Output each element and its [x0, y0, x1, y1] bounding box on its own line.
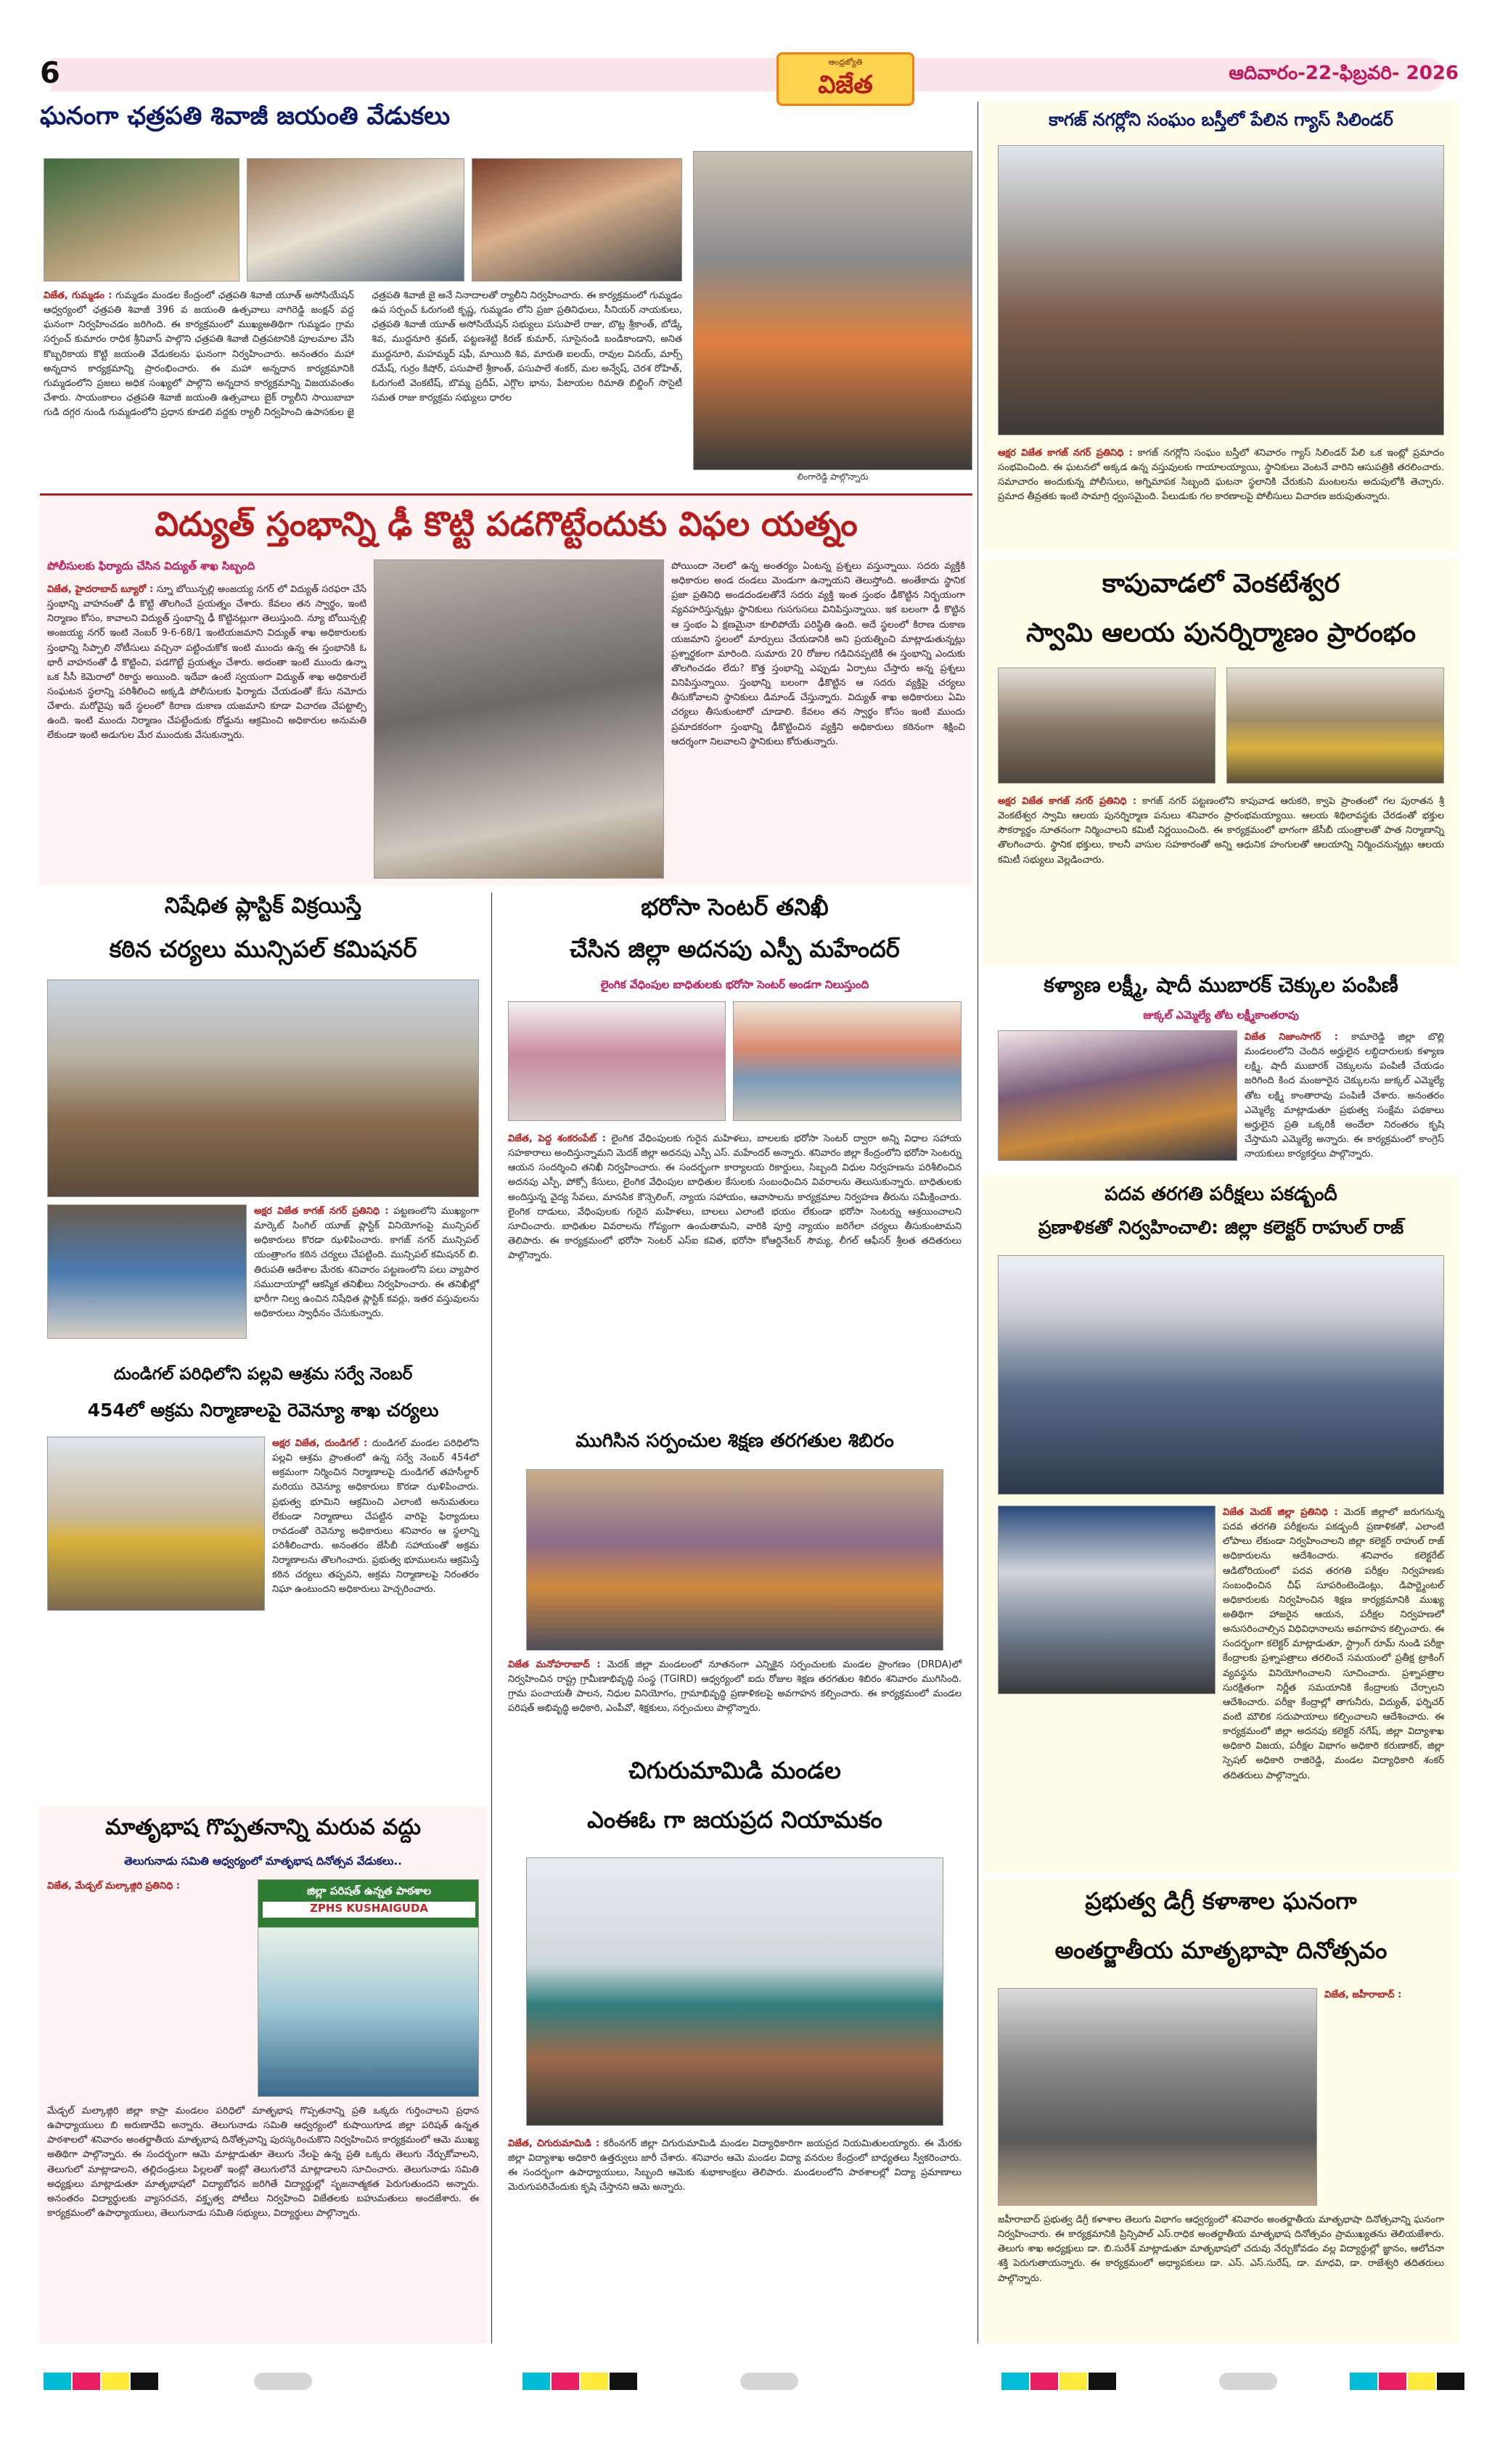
swatch [552, 2373, 579, 2390]
photo-temple-demolition-2 [1226, 668, 1444, 784]
story-body [998, 794, 1444, 958]
photo-celebration-3 [472, 158, 682, 282]
masthead [0, 0, 1500, 99]
story-exams [983, 1175, 1459, 1872]
page-number: 6 [40, 57, 60, 90]
story-text: కాగజ్ నగర్ పట్టణంలోని కాపువాడ ఆరుకరి, క్వాపె ప్రాంతంలో గల పురాతన శ్రీ వెంకటేశ్వర స్వామి ఆలయ పునర్నిర్మాణ పనులు శనివారం ప్రారంభమయ్యాయి. ఆలయ శిథిలావస్థకు చేరడంతో భక్తుల సౌకర్యార్థం నూతనంగా నిర్మించాలని కమిటీ నిర్ణయించింది. ఈ కార్యక్రమంలో భాగంగా జేసీబీ యంత్రాలతో పాత నిర్మాణాన్ని తొలగించారు. స్థానిక భక్తులు, కాలనీ వాసుల సహకారంతో అన్ని ఆధునిక హంగులతో ఆలయాన్ని నిర్మించనున్నట్లు ఆలయ కమిటీ సభ్యులు వెల్లడించారు. [998, 796, 1444, 866]
photo-gas-explosion-site [998, 145, 1444, 435]
headline-line-2: స్వామి ఆలయ పునర్నిర్మాణం ప్రారంభం [1026, 618, 1416, 648]
story-dateline: అక్షర విజేత కాగజ్ నగర్ ప్రతినిధి : [998, 796, 1137, 807]
story-dundigal [40, 1364, 486, 1799]
photo-jcb-demolition [47, 1437, 265, 1611]
school-sign-telugu: జిల్లా పరిషత్ ఉన్నత పాఠశాల [306, 1884, 432, 1897]
story-dateline: ఆక్షర విజేత కాగజ్ నగర్ ప్రతినిధి : [998, 448, 1133, 459]
headline-line-2: ఎంఈఓ గా జయప్రద నియామకం [587, 1806, 882, 1833]
photo-bike-rally [693, 151, 972, 470]
column-divider-1 [491, 892, 492, 2344]
story-text: స్నూ బోయిన్పల్లి అంజయ్య నగర్ లో విద్యుత్ సరఫరా చేసే స్తంభాన్ని వాహనంతో ఢీ కొట్టి తొలగించే ప్రయత్నం చేశారు. కేవలం తన స్వార్థం, ఇంటి నిర్మాణం కోసం, కావాలని విద్యుత్ స్తంభాన్ని ఢీ కొట్టినట్లుగా తెలుస్తుంది. న్యూ బోయిన్పల్లి అంజయ్య నగర్ ఇంటి నెంబర్ 9-6-68/1 ఇంటియజమాని విద్యుత్ శాఖ అధికారులకు స్తంభాన్ని సిప్పాలి నోటీసులు వచ్చినా పట్టించుకోక ఇంటి ముందు ఉన్న ఈ స్తంభానికి ఓ భారీ వాహనంతో ఢీ కొట్టించి, పడగొట్టే ప్రయత్నం చేశారు. అదంతా ఇంటి ముందు ఉన్నా ఒక సీసీ కెమెరాలో రికార్డు అయింది. ఇదేవా ఉంటే స్వయంగా విద్యుత్ శాఖ అధికారులే సంఘటన స్థలాన్ని పరిశీలించి అక్కడి పోలీసులకు ఫిర్యాదు చేయడంతో కేసు నమోదు చేశారు. మరోవైపు ఇదే స్థలంలో కిరాణ దుకాణ యజమాని కూడా విచారణ చేపట్టాల్సి ఉంది. ఇంటి ముందు నిర్మాణం చేపట్టేందుకు రోడ్డును ఆక్రమించి అధికారుల అనుమతి లేకుండా ఇంటి అడుగుల మేర ముందుకు వేసుకున్నారు. [47, 584, 366, 742]
story-dateline: విజేత, చిగురుమామిడి : [508, 2138, 600, 2149]
story-dateline: విజేత, మేడ్చల్ మల్కాజ్గిరి ప్రతినిధి : [47, 1881, 181, 1892]
swatch [1089, 2373, 1116, 2390]
subheadline: పోలీసులకు ఫిర్యాదు చేసిన విద్యుత్ శాఖ సిబ్బంది [47, 559, 255, 572]
story-dateline: అక్షర విజేత, దుండిగల్ : [272, 1438, 368, 1449]
story-gas [983, 102, 1459, 551]
newspaper-logo [776, 52, 914, 106]
story-body [272, 1437, 479, 1792]
story-dateline: విజేత, హైదరాబాద్ బ్యూరో : [47, 584, 154, 595]
story-mpeo [497, 1741, 972, 2344]
subheadline: తెలుగునాడు సమితి ఆధ్వర్యంలో మాతృభాష దినోత్సవ వేడుకలు.. [124, 1855, 402, 1868]
story-dateline: విజేత, గుమ్మడం : [44, 290, 112, 301]
swatch [1408, 2373, 1435, 2390]
photo-mpeo-office [526, 1857, 943, 2126]
photo-training-hall [998, 1255, 1444, 1495]
story-body [508, 1132, 962, 1418]
registration-pill [740, 2373, 798, 2390]
headline: కాగజ్ నగర్లోని సంఘం బస్తీలో పేలిన గ్యాస్ సిలిండర్ [1049, 110, 1393, 130]
story-training [497, 1429, 972, 1734]
headline: కళ్యాణ లక్ష్మీ, షాదీ ముబారక్ చెక్కుల పంపిణీ [1044, 973, 1398, 997]
story-dateline: విజేత నిజాంసాగర్ : [1245, 1032, 1339, 1043]
headline: ముగిసిన సర్పంచుల శిక్షణ తరగతుల శిబిరం [575, 1430, 894, 1452]
story-shivaji [40, 102, 972, 486]
story-text: మెదక్ జిల్లా మండలంలో నూతనంగా ఎన్నికైన సర్పంచులకు మండల ప్రాంగణం (DRDA)లో నిర్వహించిన రాష్ట్ర గ్రామీణాభివృద్ధి సంస్థ (TGIRD) ఆధ్వర్యంలో ఐదు రోజుల శిక్షణ తరగతుల శిబిరం శనివారం ముగిసింది. గ్రామ పంచాయతీ పాలన, నిధుల వినియోగం, గ్రామాభివృద్ధి ప్రణాళికలపై అవగాహన కల్పించారు. ఈ కార్యక్రమంలో మండల పరిషత్ అభివృద్ధి అధికారి, ఎంపీవో, శిక్షకులు, సర్పంచులు పాల్గొన్నారు. [508, 1659, 962, 1714]
subheadline: జుక్కల్ ఎమ్మెల్యే తోట లక్ష్మీకాంతరావు [1143, 1009, 1299, 1022]
swatch [522, 2373, 550, 2390]
logo-name: విజేత [818, 70, 873, 99]
color-bar-1 [44, 2373, 160, 2390]
story-text: కరీంనగర్ జిల్లా చిగురుమామిడి మండల విద్యాధికారిగా జయప్రద నియమితులయ్యారు. ఈ మేరకు జిల్లా విద్యాశాఖ అధికారి ఉత్తర్వులు జారీ చేశారు. శనివారం ఆమె మండల విద్యా వనరుల కేంద్రంలో బాధ్యతలు స్వీకరించారు. ఈ సందర్భంగా ఉపాధ్యాయులు, సిబ్బంది ఆమెకు శుభాకాంక్షలు తెలిపారు. మండలంలోని పాఠశాలల్లో విద్యా ప్రమాణాలు మెరుగుపరిచేందుకు కృషి చేస్తానని ఆమె అన్నారు. [508, 2138, 962, 2193]
photo-sarpanch-group [526, 1469, 943, 1651]
story-temple [983, 559, 1459, 965]
headline: విద్యుత్ స్తంభాన్ని ఢీ కొట్టి పడగొట్టేందుకు విఫల యత్నం [155, 504, 858, 543]
photo-school-event [258, 1879, 479, 2097]
story-body-top [1223, 1506, 1444, 1781]
story-body-right: పోయిందా నెలలో ఉన్న అంతర్యం ఏంటన్న ప్రశ్నలు వస్తున్నాయి. సదరు వ్యక్తికి అధికారుల అండ దండలు మెండుగా ఉన్నాయని తెలుస్తోంది. అంతేకాదు స్థానిక ప్రజా ప్రతినిధి అండదండలతోనే సదరు వ్యక్తి ఇంత స్తంభం ఢీకొట్టిన నిర్భయంగా వ్యవహరిస్తున్నట్లు స్థానికులు గుసగుసలు వినిపిస్తున్నాయి. ఇక బలంగా ఢీ కొట్టిన ఆ స్తంభం ఏ క్షణమైనా కూలిపోయే పరిస్థితి ఉంది. అదే స్థలంలో కిరాణ దుకాణ యజమాని స్థలంలో మార్పులు చేయడానికి అని ప్రయత్నించి మాట్లాడుతున్నట్లు ప్రశ్నార్థకంగా మారింది. సుమారు 20 రోజుల గడిచినప్పటికీ ఈ స్తంభాన్ని ఎందుకు తొలగించడం లేదు? కొత్త స్తంభాన్ని ఎప్పుడు ఏర్పాటు చేస్తారు అన్న ప్రశ్నలు వినిపిస్తున్నాయి. స్తంభాన్ని బలంగా ఢీకొట్టిన ఆ సదరు వ్యక్తిపై చర్యలు తీసుకోవాలని స్థానికులు డిమాండ్ చేస్తున్నారు. విద్యుత్ శాఖ అధికారులు ఏమి చర్యలు తీసుకుంటారో చూడాలి. కేవలం తన స్వార్థం కోసం ఇంటి ముందు ప్రమాదకరంగా స్తంభాన్ని ఢీకొట్టించిన వ్యక్తిని అధికారులు కఠినంగా శిక్షించి ఆదర్శంగా నిలవాలని స్థానికులు కోరుతున్నారు. [671, 561, 965, 747]
headline-line-1: కాపువాడలో వెంకటేశ్వర [1102, 569, 1340, 599]
photo-plastic-raid [47, 980, 479, 1197]
story-text: లైంగిక వేధింపులకు గురైన మహిళలు, బాలలకు భరోసా సెంటర్ ద్వారా అన్ని విధాల సహాయ సహకారాలు అందిస్తున్నామని మెదక్ జిల్లా అదనపు ఎస్పీ ఎస్. మహేందర్ అన్నారు. శనివారం జిల్లా కేంద్రంలోని భరోసా సెంటర్ను ఆయన సందర్శించి తనిఖీ నిర్వహించారు. ఈ సందర్భంగా కార్యాలయ రికార్డులు, సిబ్బంది విధుల నిర్వహణను పరిశీలించిన అదనపు ఎస్పీ, పోక్సో కేసులు, లైంగిక వేధింపుల బాధితుల కేసులకు సంబంధించిన వివరాలను తెలుసుకున్నారు. బాధితులకు అందిస్తున్న వైద్య సేవలు, మానసిక కౌన్సెలింగ్, న్యాయ సహాయం, ఆవాసాలను కార్యక్రమాల నిర్వహణ తీరును సమీక్షించారు. లైంగిక దాడులు, వేధింపులకు గురైన మహిళలు, బాలలు ఎలాంటి భయం లేకుండా భరోసా సెంటర్ను ఆశ్రయించాలని సూచించారు. బాధితుల వివరాలను గోప్యంగా ఉంచుతామని, వారికి పూర్తి న్యాయం జరిగేలా చర్యలు తీసుకుంటామని తెలిపారు. ఈ కార్యక్రమంలో భరోసా సెంటర్ ఎస్ఐ కవిత, భరోసా కోఆర్డినేటర్ సౌమ్య, లీగల్ ఆఫీసర్ శ్రీలత తదితరులు పాల్గొన్నారు. [508, 1133, 962, 1262]
swatch [1030, 2373, 1058, 2390]
registration-pill [1219, 2373, 1277, 2390]
story-body [1245, 1030, 1444, 1165]
swatch [1001, 2373, 1029, 2390]
swatch [1060, 2373, 1087, 2390]
photo-cheque-distribution [998, 1030, 1237, 1161]
photo-celebration-1 [44, 158, 239, 282]
color-bar-2 [522, 2373, 639, 2390]
story-mothertongue [40, 1807, 486, 2344]
story-text: పట్టణంలోని ముఖ్యంగా మార్కెట్ సింగిల్ యూజ్ ప్లాస్టిక్ వినియోగంపై మున్సిపల్ అధికారులు కొరడా ఝళిపించారు. కాగజ్ నగర్ మున్సిపల్ యంత్రాంగం కఠిన చర్యలు చేపట్టింది. మున్సిపల్ కమిషనర్ బి. తిరుపతి ఆదేశాల మేరకు శనివారం పట్టణంలోని పలు వ్యాపార సముదాయాల్లో ఆకస్మిక తనిఖీలు నిర్వహించారు. ఈ తనిఖీల్లో భారీగా నిల్వ ఉంచిన నిషేధిత ప్లాస్టిక్ కవర్లు, ఇతర వస్తువులను అధికారులు స్వాధీనం చేసుకున్నారు. [254, 1206, 479, 1319]
story-dateline: విజేత, పెద్ద శంకరంపేట్ : [508, 1133, 607, 1144]
headline-line-1: పదవ తరగతి పరీక్షలు పకడ్బందీ [1104, 1183, 1337, 1205]
story-dateline-box [47, 1879, 250, 2097]
photo-caption: లింగారెడ్డి పాల్గొన్నారు [797, 472, 869, 482]
story-plastic [40, 892, 486, 1357]
swatch [131, 2373, 158, 2390]
headline-line-2: ప్రణాళికతో నిర్వహించాలి: జిల్లా కలెక్టర్ రాహుల్ రాజ్ [1038, 1217, 1404, 1238]
headline-line-1: భరోసా సెంటర్ తనిఖీ [641, 893, 829, 921]
story-body: జహీరాబాద్ ప్రభుత్వ డిగ్రీ కళాశాల తెలుగు విభాగం ఆధ్వర్యంలో శనివారం అంతర్జాతీయ మాతృభాషా దినోత్సవాన్ని ఘనంగా నిర్వహించారు. ఈ కార్యక్రమానికి ప్రిన్సిపాల్ ఎస్.రాధిక అంతర్జాతీయ మాతృభాష దినోత్సవం ప్రాముఖ్యతను తెలియజేశారు. తెలుగు శాఖ అధ్యక్షులు డా. బి.సురేశ్ మాట్లాడుతూ మాతృభాషలో చదువు నేర్చుకోవడం వల్ల విద్యార్థుల్లో జ్ఞానం, ఆలోచనా శక్తి పెరుగుతాయన్నారు. ఈ కార్యక్రమంలో అధ్యాపకులు డా. ఎస్. ఎస్.సురేష్, డా. మాధవి, డా. రాజేశ్వరి తదితరులు పాల్గొన్నారు. [998, 2214, 1444, 2284]
story-dateline: విజేత, జహీరాబాద్ : [1324, 1989, 1402, 2000]
headline-line-1: నిషేధిత ప్లాస్టిక్ విక్రయిస్తే [164, 893, 362, 919]
headline-line-1: దుండిగల్ పరిధిలోని పల్లవి ఆశ్రమ సర్వే నెంబర్ [113, 1365, 413, 1384]
story-text: కామారెడ్డి జిల్లా బొల్లి మండలంలోని చెందిన అర్హులైన లబ్ధిదారులకు కళ్యాణ లక్ష్మి, షాదీ ముబారక్ చెక్కులను పంపిణీ చేయడం జరిగింది కింద మంజూరైన చెక్కులను జుక్కల్ ఎమ్మెల్యే తోట లక్ష్మి కాంతారావు పంపిణీ చేశారు. అనంతరం ఎమ్మెల్యే మాట్లాడుతూ ప్రభుత్వ సంక్షేమ పథకాలు అర్హులైన ప్రతి ఒక్కరికీ అందేలా నిరంతరం కృషి చేస్తామని ఎమ్మెల్యే అన్నారు. ఈ కార్యక్రమంలో కాంగ్రెస్ నాయకులు కార్యకర్తలు పాల్గొన్నారు. [1245, 1032, 1444, 1160]
swatch [73, 2373, 100, 2390]
headline-line-2: 454లో అక్రమ నిర్మాణాలపై రెవెన్యూ శాఖ చర్యలు [87, 1400, 439, 1421]
story-text: గుమ్మడం మండల కేంద్రంలో ఛత్రపతి శివాజీ యూత్ అసోసియేషన్ ఆధ్వర్యంలో ఛత్రపతి శివాజీ 396 వ జయంతి ఉత్సవాలు నాగిరెడ్డి జంక్షన్ వద్ద ఘనంగా నిర్వహించడం జరిగింది. ఈ కార్యక్రమంలో ముఖ్యఅతిథిగా గుమ్మడం గ్రామ సర్పంచ్ కుమారం రాధిక శ్రీనివాస్ పాల్గొని ఛత్రపతి శివాజీ చిత్రపటానికి పూలమాల వేసి కొబ్బరికాయ కొట్టి జయంతి వేడుకలను ఘనంగా నిర్వహించారు. అనంతరం మహా అన్నదాన కార్యక్రమాన్ని ప్రారంభించారు. ఈ మహా అన్నదాన కార్యక్రమానికి గుమ్మడంలోని ప్రజలు అధిక సంఖ్యలో పాల్గొని అన్నదాన కార్యక్రమాన్ని విజయవంతం చేశారు. సాయంకాలం ఛత్రపతి శివాజీ జయంతి ఉత్సవాలు బైక్ ర్యాలీని సాయిబాబా గుడి దగ్గర నుండి గుమ్మడంలోని ప్రధాన కూడలి వద్దకు ర్యాలీ నిర్వహించి ఉపాసకుల జై ఛత్రపతి శివాజీ జై అనే నినాదాలతో ర్యాలీని నిర్వహించారు. ఈ కార్యక్రమంలో గుమ్మడం ఉప సర్పంచ్ ఓరుగంటి కృష్ణ, గుమ్మడం లోని ప్రజా ప్రతినిధులు, సీనియర్ నాయకులు, ఛత్రపతి శివాజీ యూత్ అసోసియేషన్ సభ్యులు పసుపాలే రాజు, బొట్ల శ్రీకాంత్, బోడ్కే శివ, ముద్దనూరి శ్రవణ్, పట్టణశెట్టి కిరణ్ కుమార్, సూసైనండి బండికాండాని, అనిత ముద్దనూరి, మహమ్మద్ షఫీ, మాయిది శివ, మారుతి ఐలయ్, రావుల వినయ్, మార్స్ రమేష్, గుర్రం కిషోర్, పసుపాలే శ్రీకాంత్, పసుపాలే శంకర్, మల అన్వేష్, చెరశ రోహిత్, ఓరుగంటి వెంకటేష్, బొమ్మ ప్రదీప్, ఎగ్గొల భాను, పేటాయల రిమాతి బిల్డింగ్ సొసైటీ సమత రాజు కార్యక్రమ సభ్యులు ధారల [44, 290, 682, 419]
photo-degree-college-event [998, 1988, 1317, 2206]
story-body: మేడ్చల్ మల్కాజ్గిరి జిల్లా కాప్రా మండలం పరిధిలో మాతృభాష గొప్పతనాన్ని ప్రతి ఒక్కరు గుర్తించాలని ప్రధాన ఉపాధ్యాయులు బి అరుణాదేవి అన్నారు. తెలుగునాడు సమితి ఆధ్వర్యంలో కుషాయిగూడ జిల్లా పరిషత్ ఉన్నత పాఠశాలలో శనివారం అంతర్జాతీయ మాతృభాష దినోత్సవాన్ని పురస్కరించుకొని నిర్వహించిన కార్యక్రమంలో ఆమె ముఖ్య అతిథిగా పాల్గొన్నారు. ఈ సందర్భంగా ఆమె మాట్లాడుతూ తెలుగు నేలపై ఉన్న ప్రతి ఒక్కరు తెలుగు నేర్చుకోవాలని, తెలుగులో మాట్లాడాలని, తల్లిదండ్రులు పిల్లలతో ఇంట్లో తెలుగులోనే మాట్లాడాలని సూచించారు. తెలుగునాడు సమితి అధ్యక్షులు మాట్లాడుతూ మాతృభాషలో విద్యాబోధన జరిగితే విద్యార్థుల్లో సృజనాత్మకత పెరుగుతుందని అన్నారు. అనంతరం విద్యార్థులకు వ్యాసరచన, వక్తృత్వ పోటీలు నిర్వహించి విజేతలకు బహుమతులు అందజేశారు. ఈ కార్యక్రమంలో ఉపాధ్యాయులు, తెలుగునాడు సమితి సభ్యులు, విద్యార్థులు పాల్గొన్నారు. [47, 2106, 479, 2219]
registration-pill [254, 2373, 312, 2390]
story-dateline: అక్షర విజేత కాగజ్ నగర్ ప్రతినిధి : [254, 1206, 389, 1217]
swatch [610, 2373, 637, 2390]
story-text: కాగజ్ నగర్లోని సంఘం బస్తీలో శనివారం గ్యాస్ సిలిండర్ పేలి ఒక ఇంట్లో ప్రమాదం సంభవించింది. ఈ ఘటనలో అక్కడ ఉన్న వస్తువులకు గాయాలయ్యాయి, స్థానికులు వెంటనే వారిని ఆసుపత్రికి తరలించారు. సమాచారం అందుకున్న పోలీసులు, అగ్నిమాపక సిబ్బంది ఘటనా స్థలానికి చేరుకుని మంటలను అదుపులోకి తెచ్చారు. ప్రమాద తీవ్రతకు ఇంటి సామాగ్రి ధ్వంసమైంది. పేలుడుకు గల కారణాలపై పోలీసులు విచారణ జరుపుతున్నారు. [998, 448, 1444, 503]
story-body [508, 2137, 962, 2282]
headline-line-1: చిగురుమామిడి మండల [628, 1757, 841, 1784]
swatch [1350, 2373, 1377, 2390]
story-body [44, 289, 682, 485]
story-body-left [47, 583, 366, 880]
photo-damaged-pole [374, 559, 664, 879]
story-dateline-box [1324, 1988, 1444, 2206]
swatch [102, 2373, 129, 2390]
story-text: దుండిగల్ మండల పరిధిలోని పల్లవి ఆశ్రమ ప్రాంతంలో ఉన్న సర్వే నెంబర్ 454లో అక్రమంగా నిర్మించిన నిర్మాణాలపై దుండిగల్ తహసీల్దార్ మరియు రెవెన్యూ అధికారులు కొరడా ఝళిపించారు. ప్రభుత్వ భూమిని ఆక్రమించి ఎలాంటి అనుమతులు లేకుండా నిర్మాణాలు చేపట్టిన వారిపై ఫిర్యాదులు రావడంతో రెవెన్యూ అధికారులు శనివారం ఆ స్థలాన్ని పరిశీలించారు. అనంతరం జేసీబీ సహాయంతో అక్రమ నిర్మాణాలను తొలగించారు. ప్రభుత్వ భూములను ఆక్రమిస్తే కఠిన చర్యలు తప్పవని, అక్రమ నిర్మాణాలపై నిరంతరం నిఘా ఉంటుందని అధికారులు హెచ్చరించారు. [272, 1438, 479, 1596]
photo-celebration-2 [247, 158, 464, 282]
story-dateline: విజేత మెదక్ జిల్లా ప్రతినిధి : [1223, 1507, 1338, 1518]
story-bharosa [497, 892, 972, 1422]
story-dateline: విజేత మనోహరాబాద్ : [508, 1659, 601, 1670]
headline-line-2: చేసిన జిల్లా అదనపు ఎస్పీ మహేందర్ [570, 935, 900, 963]
footer-print-marks [0, 2358, 1500, 2416]
photo-collector-dais [998, 1506, 1216, 1694]
swatch [1437, 2373, 1464, 2390]
color-bar-3 [1001, 2373, 1118, 2390]
swatch [1379, 2373, 1406, 2390]
story-kalyana [983, 972, 1459, 1168]
headline-line-2: అంతర్జాతీయ మాతృభాషా దినోత్సవం [1054, 1937, 1388, 1964]
photo-temple-demolition-1 [998, 668, 1216, 784]
photo-bharosa-meeting [508, 1001, 726, 1121]
issue-date: ఆదివారం-22-ఫిబ్రవరి- 2026 [1229, 62, 1459, 84]
school-sign-english: ZPHS KUSHAIGUDA [263, 1902, 475, 1918]
headline-line-1: ప్రభుత్వ డిగ్రీ కళాశాల ఘనంగా [1085, 1887, 1357, 1915]
subheadline: లైంగిక వేధింపుల బాధితులకు భరోసా సెంటర్ అండగా నిలుస్తుంది [600, 978, 869, 991]
swatch [44, 2373, 71, 2390]
story-body [508, 1658, 962, 1730]
logo-tag: ఆంధ్రజ్యోతి [828, 57, 863, 67]
story-text: మెదక్ జిల్లాలో జరుగనున్న పదవ తరగతి పరీక్షలను పకడ్బందీ ప్రణాళికతో, ఎలాంటి లోపాలు లేకుండా నిర్వహించాలని జిల్లా కలెక్టర్ రాహుల్ రాజ్ అధికారులను ఆదేశించారు. శనివారం కలెక్టరేట్ ఆడిటోరియంలో పదవ తరగతి పరీక్షల నిర్వహణకు సంబంధించిన చీఫ్ సూపరింటెండెంట్లు, డిపార్ట్మెంటల్ అధికారులకు నిర్వహించిన శిక్షణ కార్యక్రమానికి ముఖ్య అతిథిగా హాజరైన ఆయన, పరీక్షల నిర్వహణలో అనుసరించాల్సిన విధివిధానాలను అవగాహన కల్పించారు. ఈ సందర్భంగా కలెక్టర్ మాట్లాడుతూ, స్ట్రాంగ్ రూమ్ నుండి పరీక్షా కేంద్రాలకు ప్రశ్నాపత్రాలు తరలించే సమయంలో ప్రతీక్ష ట్రాకింగ్ వ్యవస్థను వినియోగించాలని సూచించారు. ప్రశ్నాపత్రాల సురక్షితంగా నిర్ణీత సమయానికి కేంద్రాలకు చేర్చాలని ఆదేశించారు. పరీక్షా కేంద్రాల్లో తాగునీరు, విద్యుత్, ఫర్నిచర్ వంటి మౌలిక సదుపాయాలు కల్పించాలని ఆదేశించారు. ఈ కార్యక్రమంలో జిల్లా అదనపు కలెక్టర్ నగేష్, జిల్లా విద్యాశాఖ అధికారి విజయ, పరీక్షల విభాగం అధికారి కరుణాకర్, జిల్లా స్పెషల్ అధికారి రాజిరెడ్డి, మండల విద్యాధికారి శంకర్ తదితరులు పాల్గొన్నారు. [1223, 1507, 1444, 1781]
photo-bharosa-staff [733, 1001, 962, 1121]
headline-line-2: కఠిన చర్యలు మున్సిపల్ కమిషనర్ [109, 935, 417, 963]
photo-seized-plastic [47, 1204, 247, 1339]
headline: మాతృభాష గొప్పతనాన్ని మరువ వద్దు [104, 1815, 422, 1840]
story-pole [40, 493, 972, 885]
color-bar-4 [1350, 2373, 1466, 2390]
headline: ఘనంగా ఛత్రపతి శివాజీ జయంతి వేడుకలు [40, 102, 451, 131]
story-body [254, 1204, 479, 1353]
story-body [998, 446, 1444, 548]
swatch [581, 2373, 608, 2390]
story-degree [983, 1879, 1459, 2344]
